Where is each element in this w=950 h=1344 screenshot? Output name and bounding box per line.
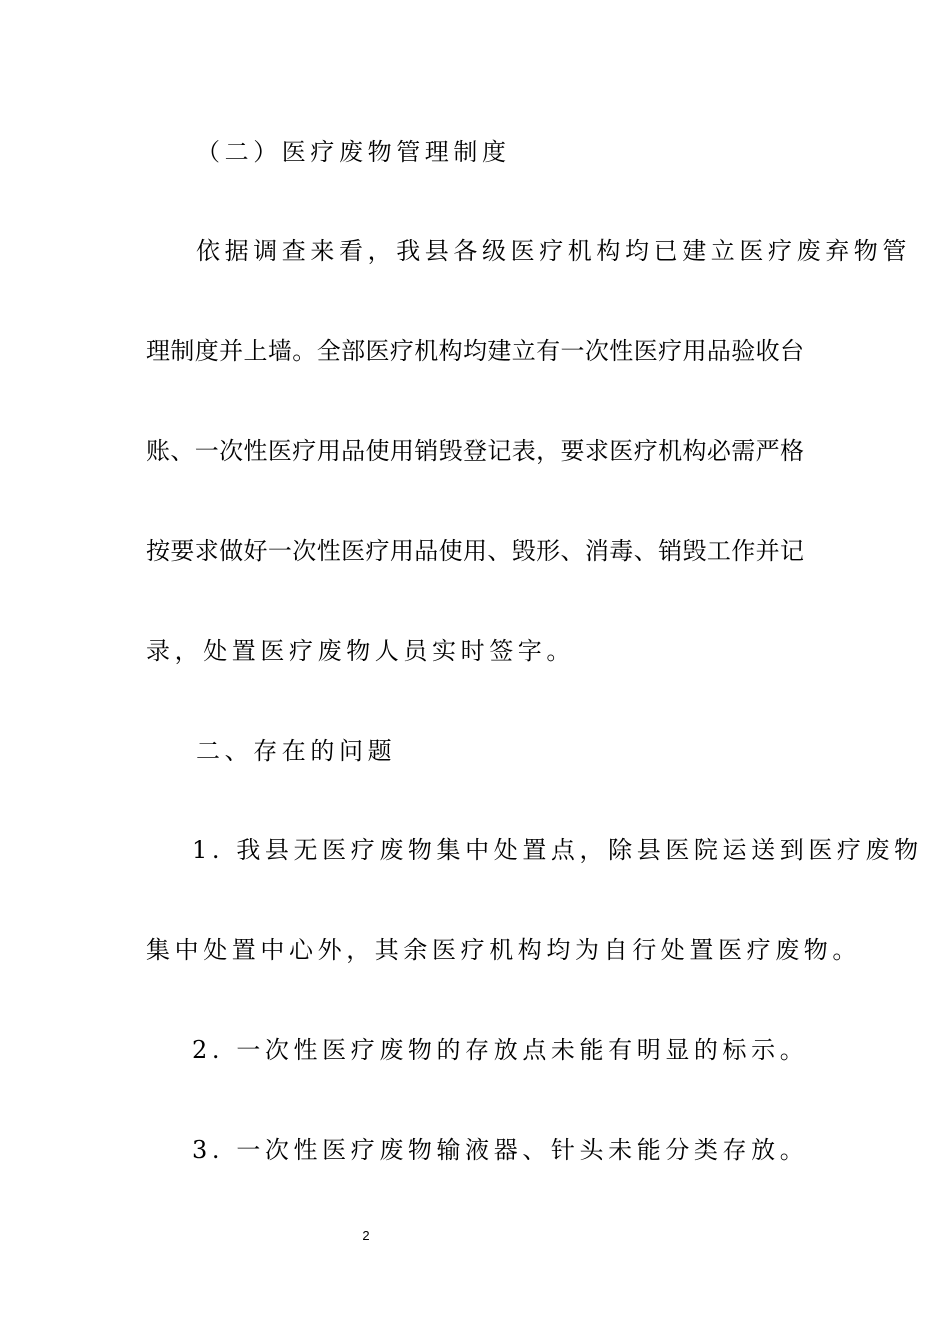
- problem-2-line-1: 2. 一次性医疗废物的存放点未能有明显的标示。: [192, 1036, 809, 1064]
- problems-heading: 二、存在的问题: [196, 737, 397, 765]
- paragraph-1-line-2: 理制度并上墙。全部医疗机构均建立有一次性医疗用品验收台: [146, 337, 804, 365]
- paragraph-1-line-4: 按要求做好一次性医疗用品使用、毁形、消毒、销毁工作并记: [146, 537, 804, 565]
- paragraph-1-line-3: 账、一次性医疗用品使用销毁登记表，要求医疗机构必需严格: [146, 437, 804, 465]
- problem-1-line-2: 集中处置中心外，其余医疗机构均为自行处置医疗废物。: [146, 936, 861, 964]
- page-number: 2: [362, 1228, 370, 1243]
- paragraph-1-line-1: 依据调查来看，我县各级医疗机构均已建立医疗废弃物管: [196, 237, 911, 265]
- section-heading: （二）医疗废物管理制度: [196, 138, 511, 166]
- problem-3-line-1: 3. 一次性医疗废物输液器、针头未能分类存放。: [192, 1136, 809, 1164]
- problem-1-line-1: 1. 我县无医疗废物集中处置点，除县医院运送到医疗废物: [192, 836, 923, 864]
- paragraph-1-line-5: 录，处置医疗废物人员实时签字。: [146, 637, 575, 665]
